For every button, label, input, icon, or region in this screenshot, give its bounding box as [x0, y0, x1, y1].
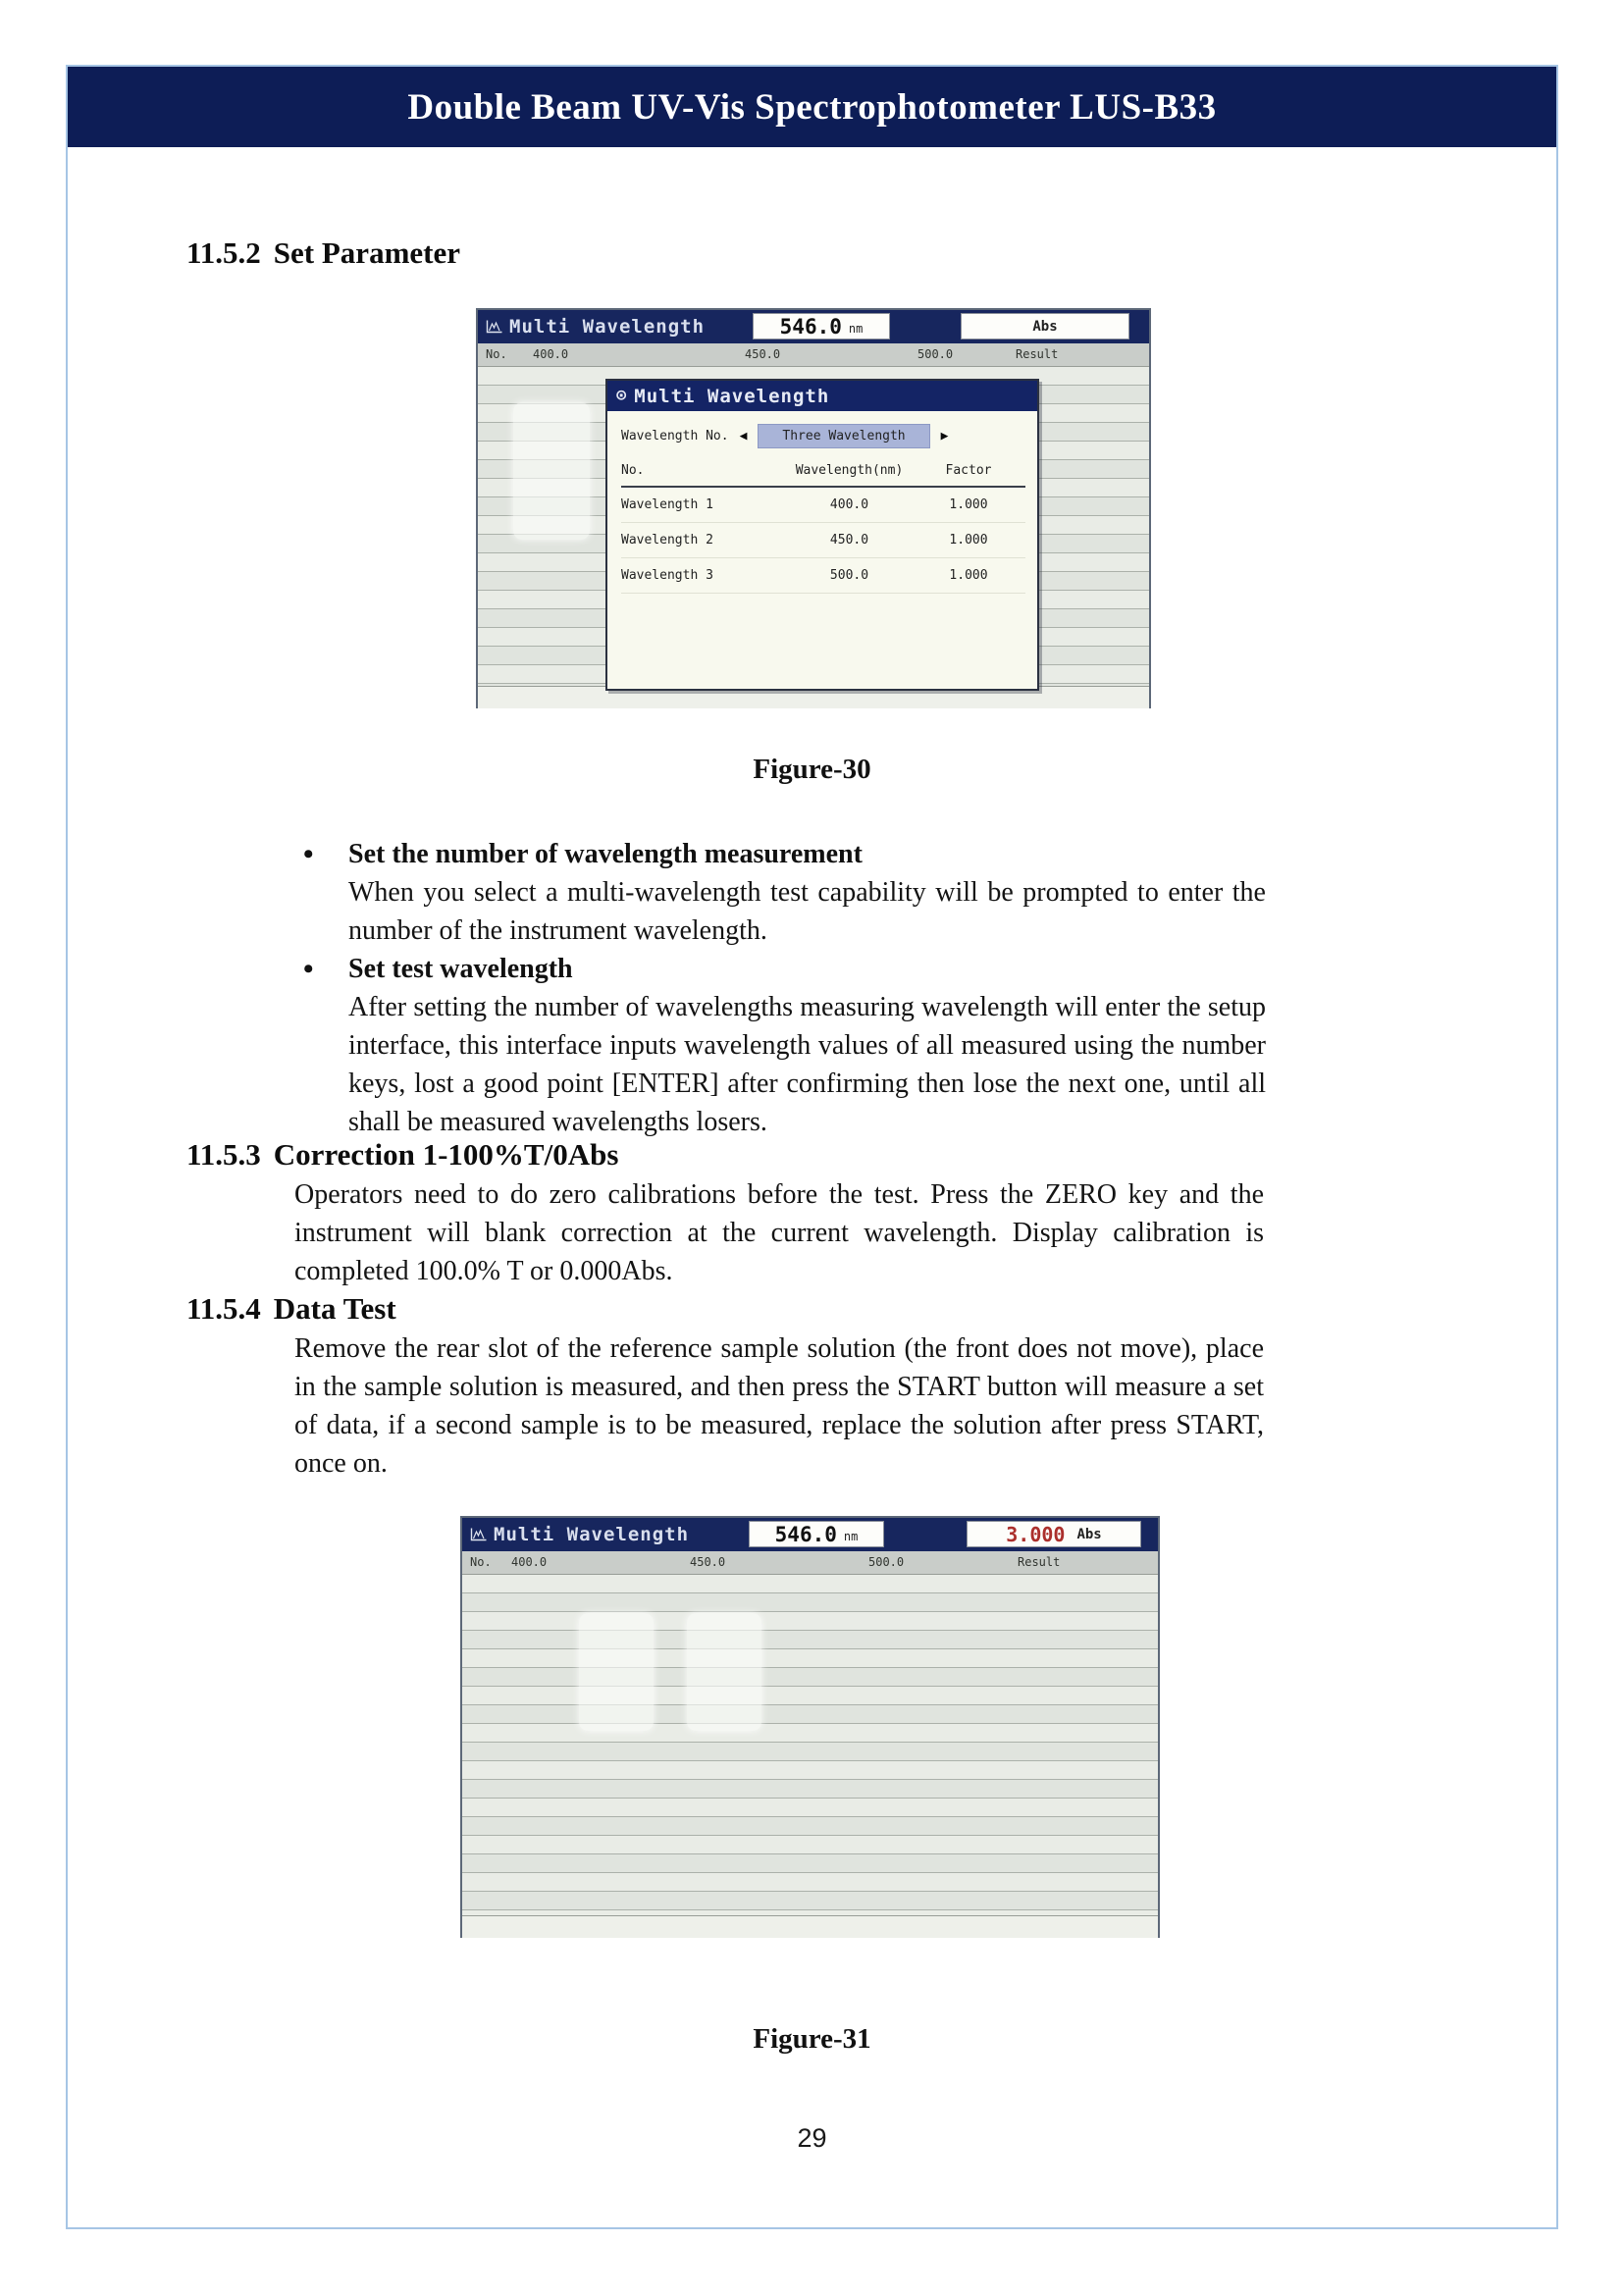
- section-heading-correction: [186, 1135, 618, 1174]
- table-row: [621, 558, 1025, 594]
- figure-31-screenshot: [460, 1516, 1160, 1938]
- instrument-titlebar: [462, 1518, 1158, 1551]
- row-factor: 1.000: [949, 497, 988, 512]
- watermark-icon: [579, 1613, 654, 1731]
- row-wavelength: 400.0: [829, 497, 869, 512]
- list-item: [301, 950, 1266, 1141]
- page-number: 29: [797, 2123, 827, 2153]
- watermark-icon: [687, 1613, 761, 1731]
- bullet-body: When you select a multi-wavelength test capability will be prompted to enter the number of the instrument wavelength.: [348, 877, 1266, 946]
- spectrum-chart-icon: [470, 1528, 487, 1541]
- wavelength-value: 546.0: [774, 1522, 837, 1546]
- section-title: Set Parameter: [273, 235, 460, 270]
- figure-31-caption: Figure-31: [753, 2023, 871, 2055]
- results-table-area: [462, 1575, 1158, 1915]
- row-label: Wavelength 2: [621, 533, 713, 548]
- th-wavelength: Wavelength(nm): [795, 463, 904, 478]
- column-header-result: Result: [1018, 1555, 1061, 1569]
- selector-value: Three Wavelength: [758, 424, 929, 448]
- row-factor: 1.000: [949, 533, 988, 548]
- bullet-heading: • Set the number of wavelength measurement: [348, 839, 863, 869]
- section-title: Data Test: [273, 1291, 396, 1326]
- bullet-heading: • Set test wavelength: [348, 954, 573, 984]
- wavelength-unit: nm: [843, 1529, 859, 1543]
- row-wavelength: 450.0: [829, 533, 869, 548]
- page-header-banner: [68, 67, 1556, 147]
- dialog-titlebar: [607, 381, 1037, 411]
- row-label: Wavelength 1: [621, 497, 713, 512]
- table-row: [621, 523, 1025, 558]
- column-header-no: No.: [486, 347, 507, 361]
- column-header-400: 400.0: [511, 1555, 548, 1569]
- next-arrow-icon: ▶: [940, 429, 949, 443]
- section-number: 11.5.4: [186, 1291, 261, 1326]
- column-header-500: 500.0: [917, 347, 954, 361]
- bullet-list: [301, 835, 1266, 1141]
- multi-wavelength-dialog: [605, 379, 1039, 691]
- mode-label: Abs: [1032, 318, 1058, 335]
- section-paragraph: Operators need to do zero calibrations before the test. Press the ZERO key and the instrument will blank correction at the current wavelength. Display calibration is completed 100.0% T or 0.000Abs.: [294, 1179, 1264, 1286]
- mode-label: Abs: [1076, 1526, 1102, 1542]
- watermark-icon: [513, 402, 590, 540]
- list-item: [301, 835, 1266, 950]
- row-wavelength: 500.0: [829, 568, 869, 583]
- instrument-mode-title: Multi Wavelength: [509, 316, 706, 338]
- column-header-no: No.: [470, 1555, 492, 1569]
- section-number: 11.5.2: [186, 235, 261, 270]
- section-heading-data-test: [186, 1289, 396, 1328]
- instrument-mode-title: Multi Wavelength: [494, 1524, 690, 1545]
- row-factor: 1.000: [949, 568, 988, 583]
- wavelength-display: [753, 313, 890, 339]
- column-header-result: Result: [1016, 347, 1059, 361]
- section-number: 11.5.3: [186, 1137, 261, 1172]
- figure-30-caption: Figure-30: [753, 754, 871, 785]
- column-header-450: 450.0: [745, 347, 781, 361]
- section-title: Correction 1-100%T/0Abs: [273, 1137, 619, 1172]
- prev-arrow-icon: ◀: [739, 429, 748, 443]
- section-heading-set-parameter: [186, 234, 460, 272]
- instrument-titlebar: [478, 310, 1149, 343]
- wavelength-number-selector: [607, 411, 1037, 452]
- absorbance-value: 3.000: [1006, 1522, 1066, 1546]
- photometric-mode-display: [961, 313, 1129, 339]
- figure-30-screenshot: [476, 308, 1151, 708]
- wavelength-unit: nm: [848, 321, 864, 336]
- table-row: [621, 488, 1025, 523]
- row-label: Wavelength 3: [621, 568, 713, 583]
- wavelength-display: [749, 1521, 884, 1547]
- bullet-body: After setting the number of wavelengths measuring wavelength will enter the setup interface, this interface inputs wavelength values of all measured using the number keys, lost a good point [ENTER] after confirming then lose the next one, until all shall be measured wavelengths losers.: [348, 992, 1266, 1137]
- wavelength-table-header: [621, 456, 1025, 488]
- th-factor: Factor: [945, 463, 992, 478]
- th-no: No.: [621, 463, 645, 478]
- photometric-result-display: [967, 1521, 1141, 1547]
- wavelength-value: 546.0: [779, 314, 842, 339]
- section-paragraph: Remove the rear slot of the reference sample solution (the front does not move), place in the sample solution is measured, and then press the START button will measure a set of data, if a second sample is to be measured, replace the solution after press START, once on.: [294, 1333, 1264, 1479]
- gear-icon: ⊙: [616, 386, 628, 405]
- wavelength-table: [621, 456, 1025, 594]
- column-header-450: 450.0: [690, 1555, 726, 1569]
- page-title: Double Beam UV-Vis Spectrophotometer LUS-B33: [407, 86, 1217, 128]
- column-header-500: 500.0: [868, 1555, 905, 1569]
- column-header-400: 400.0: [533, 347, 569, 361]
- status-strip: [462, 1915, 1158, 1938]
- selector-label: Wavelength No.: [621, 429, 729, 443]
- results-column-header: [462, 1551, 1158, 1575]
- spectrum-chart-icon: [486, 320, 502, 334]
- dialog-title: Multi Wavelength: [634, 385, 830, 407]
- results-column-header: [478, 343, 1149, 367]
